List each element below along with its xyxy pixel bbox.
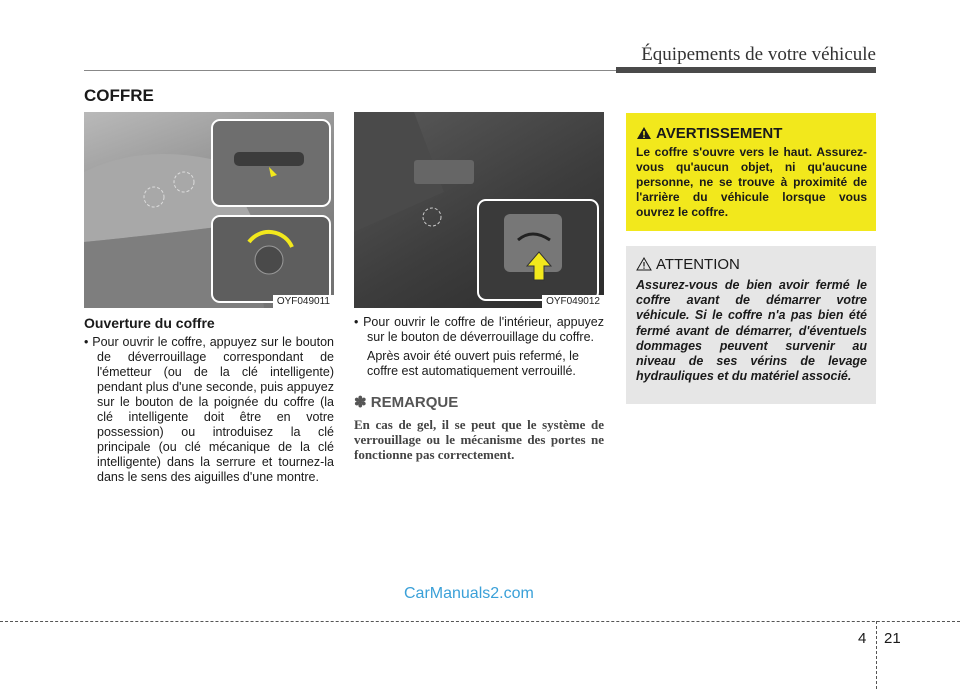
- trunk-exterior-illustration: [84, 112, 334, 308]
- caution-heading: [636, 256, 740, 273]
- caution-triangle-icon: [636, 257, 652, 271]
- trunk-exterior-photo: [84, 112, 334, 308]
- left-column: [84, 315, 334, 485]
- caution-body: Assurez-vous de bien avoir fermé le coffre avant de démarrer votre véhicule. Si le coffre n'a pas bien été fermé avant de démarrer, d'éventuels dommages peuvent survenir au niveau de ses vérins de levage hydrauliques et du matériel associé.: [636, 278, 867, 384]
- caution-title: ATTENTION: [656, 256, 740, 273]
- photo-code: OYF049011: [273, 295, 334, 308]
- footer-divider: [876, 621, 877, 689]
- subsection-heading: Ouverture du coffre: [84, 315, 215, 331]
- instruction-bullet: • Pour ouvrir le coffre, appuyez sur le bouton de déverrouillage correspondant de l'émetteur (ou de la clé intelligente) pendant plus d'une seconde, puis appuyez sur le bouton de la poignée du coffre (la clé intelligente doit être en votre possession) ou introduisez la clé principale (ou clé mécanique de la clé intelligente) dans la serrure et tournez-la dans le sens des aiguilles d'une montre.: [84, 335, 334, 484]
- page-number: 21: [884, 630, 901, 647]
- middle-column: [354, 315, 604, 462]
- footer-rule: [0, 621, 960, 622]
- section-title: COFFRE: [84, 86, 154, 105]
- warning-triangle-icon: [636, 126, 652, 140]
- caution-box: [626, 246, 876, 404]
- photo-code: OYF049012: [542, 295, 604, 308]
- note-heading: ✽ REMARQUE: [354, 394, 459, 411]
- trunk-release-button-photo: [354, 112, 604, 308]
- warning-title: AVERTISSEMENT: [656, 125, 783, 142]
- warning-body: Le coffre s'ouvre vers le haut. Assurez-vous qu'aucun objet, ni qu'aucune personne, ne se trouve à proximité de l'arrière du véhicule lorsque vous ouvrez le coffre.: [636, 145, 867, 219]
- interior-dashboard-illustration: [354, 112, 604, 308]
- warning-box: [626, 113, 876, 231]
- warning-heading: [636, 125, 782, 142]
- instruction-paragraph: Après avoir été ouvert puis refermé, le coffre est automatiquement verrouillé.: [367, 349, 579, 378]
- chapter-number: 4: [858, 630, 867, 647]
- note-body: En cas de gel, il se peut que le système de verrouillage ou le mécanisme des portes ne fonctionne pas correctement.: [354, 417, 604, 462]
- watermark-link[interactable]: CarManuals2.com: [404, 585, 534, 602]
- running-header: Équipements de votre véhicule: [641, 44, 876, 65]
- instruction-bullet: • Pour ouvrir le coffre de l'intérieur, appuyez sur le bouton de déverrouillage du coffre.: [354, 315, 604, 344]
- header-bar: [616, 67, 876, 73]
